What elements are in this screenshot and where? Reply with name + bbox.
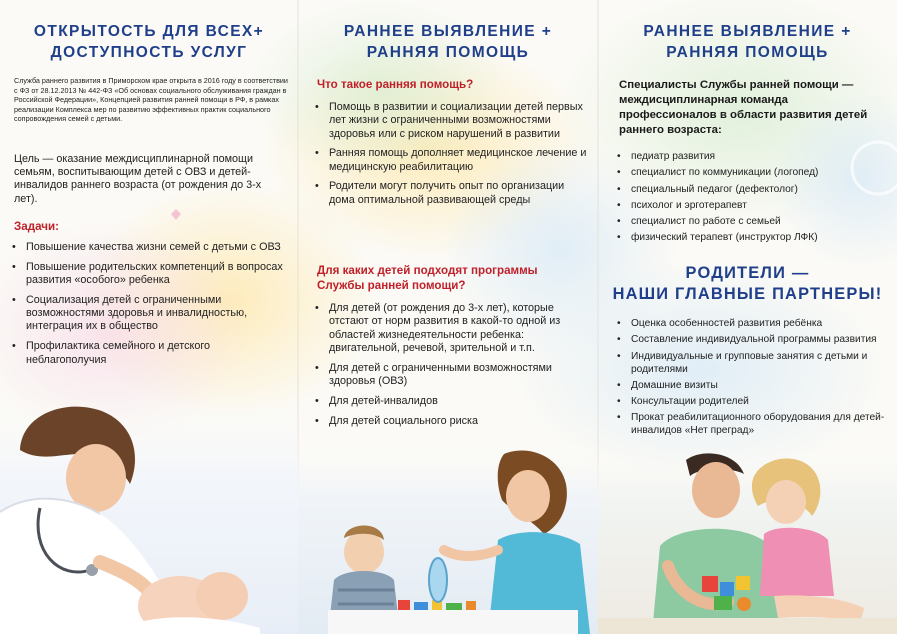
panel-specialists (598, 0, 897, 634)
parents-title-line2: НАШИ ГЛАВНЫЕ ПАРТНЕРЫ! (612, 285, 883, 303)
panel1-title-line2: ДОСТУПНОСТЬ УСЛУГ (50, 44, 248, 61)
list-item: • Повышение родительских компетенций в вопросах развития «особого» ребенка (10, 261, 292, 288)
panel2-title-line1: РАННЕЕ ВЫЯВЛЕНИЕ + (343, 23, 553, 40)
panel-openness (0, 0, 298, 634)
list-item: • Для детей-инвалидов (313, 395, 587, 408)
list-item: • специальный педагог (дефектолог) (615, 183, 887, 196)
doctor-with-baby-photo (0, 392, 298, 634)
woman-and-boy-photo (298, 440, 598, 634)
panel-early-detection (298, 0, 598, 634)
list-item: • Индивидуальные и групповые занятия с детьми и родителями (615, 350, 891, 376)
list-item: • Родители могут получить опыт по организации дома оптимальной развивающей среды (313, 180, 587, 207)
panel1-title-line1: ОТКРЫТОСТЬ ДЛЯ ВСЕХ+ (33, 23, 265, 40)
tasks-heading: Задачи: (14, 220, 59, 233)
list-item: • Составление индивидуальной программы развития (615, 333, 891, 346)
list-item: • Для детей (от рождения до 3-х лет), которые отстают от норм развития в какой-то одной из областей жизнедеятельности ребенка: двигательной, речевой, зрительной и т.п. (313, 302, 587, 355)
panel1-title (0, 21, 298, 63)
goal-paragraph: Цель — оказание междисциплинарной помощи семьям, воспитывающим детей с ОВЗ и детей-инвалидов раннего возраста (от рождения до 3-х лет). (14, 153, 262, 205)
list-item: • Для детей социального риска (313, 415, 587, 428)
list-item: • Социализация детей с ограниченными возможностями здоровья и инвалидностью, интеграция их в общество (10, 294, 292, 334)
specialists-list (615, 150, 887, 248)
which-children-heading: Для каких детей подходят программы Службы ранней помощи? (317, 264, 538, 292)
list-item: • психолог и эрготерапевт (615, 199, 887, 212)
list-item: • Профилактика семейного и детского неблагополучия (10, 340, 292, 367)
list-item: • специалист по коммуникации (логопед) (615, 166, 887, 179)
panel2-title-line2: РАННЯЯ ПОМОЩЬ (366, 44, 530, 61)
list-item: • Для детей с ограниченными возможностями здоровья (ОВЗ) (313, 362, 587, 389)
service-intro-paragraph: Служба раннего развития в Приморском крае открыта в 2016 году в соответствии с ФЗ от 28.12.2013 № 442-ФЗ «Об основах социального обслуживания граждан в Российской Федерации», Концепцией развития ранней помощи в РФ, в рамках реализации Комплекса мер по развитию эффективных практик социального сопровождения семей с детьми. (14, 76, 288, 124)
list-item: • Оценка особенностей развития ребёнка (615, 317, 891, 330)
panel3-title-line1: РАННЕЕ ВЫЯВЛЕНИЕ + (643, 23, 852, 40)
parents-title (598, 263, 897, 305)
specialists-lead: Специалисты Службы ранней помощи — междисциплинарная команда профессионалов в области развития детей раннего возраста: (619, 79, 868, 136)
list-item: • Ранняя помощь дополняет медицинское лечение и медицинскую реабилитацию (313, 147, 587, 174)
list-item: • педиатр развития (615, 150, 887, 163)
list-item: • Консультации родителей (615, 395, 891, 408)
list-item: • Прокат реабилитационного оборудования для детей-инвалидов «Нет преград» (615, 411, 891, 437)
panel2-title (298, 21, 598, 63)
tasks-list (10, 241, 292, 373)
services-list (615, 317, 891, 441)
parents-title-line1: РОДИТЕЛИ — (685, 264, 810, 282)
what-is-early-help-heading: Что такое ранняя помощь? (317, 78, 474, 91)
list-item: • Повышение качества жизни семей с детьми с ОВЗ (10, 241, 292, 254)
target-children-list (313, 302, 587, 434)
panel3-title-line2: РАННЯЯ ПОМОЩЬ (666, 44, 829, 61)
list-item: • специалист по работе с семьей (615, 215, 887, 228)
list-item: • Домашние визиты (615, 379, 891, 392)
man-and-girl-with-blocks-photo (598, 446, 897, 634)
list-item: • физический терапевт (инструктор ЛФК) (615, 231, 887, 244)
early-help-list (313, 101, 587, 214)
list-item: • Помощь в развитии и социализации детей первых лет жизни с ограниченными возможностями здоровья или с риском нарушений в развитии (313, 101, 587, 141)
panel3-title (598, 21, 897, 63)
